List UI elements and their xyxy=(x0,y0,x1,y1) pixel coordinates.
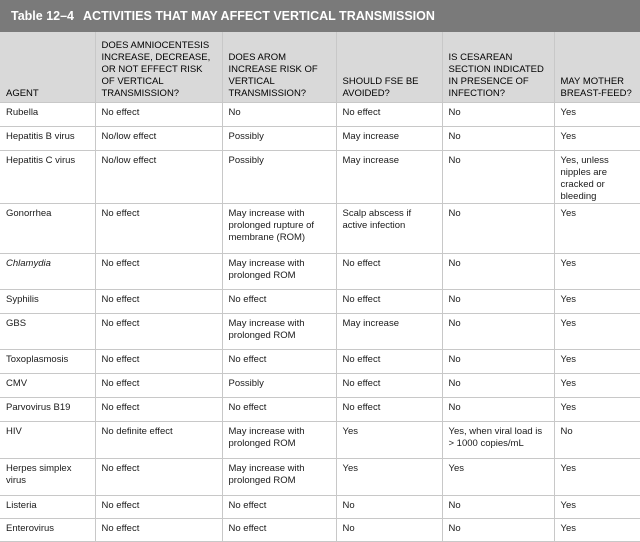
table-row xyxy=(0,458,640,495)
arom-cell: May increase with prolonged ROM xyxy=(222,458,336,495)
fse-cell: Scalp abscess if active infection xyxy=(336,203,442,253)
table-row xyxy=(0,126,640,150)
agent-cell: Parvovirus B19 xyxy=(6,401,71,413)
fse-cell: May increase xyxy=(336,313,442,349)
breastfeed-cell: Yes xyxy=(554,253,640,289)
fse-cell: Yes xyxy=(336,458,442,495)
cesarean-cell: No xyxy=(442,150,554,203)
arom-cell: May increase with prolonged ROM xyxy=(222,421,336,458)
arom-cell: No effect xyxy=(222,495,336,518)
table-row xyxy=(0,495,640,518)
fse-cell: May increase xyxy=(336,126,442,150)
amniocentesis-cell: No effect xyxy=(95,102,222,126)
agent-cell: Listeria xyxy=(6,499,37,511)
arom-cell: No effect xyxy=(222,289,336,313)
breastfeed-cell: Yes xyxy=(554,495,640,518)
agent-cell: Chlamydia xyxy=(6,257,51,269)
table-row xyxy=(0,518,640,541)
breastfeed-cell: Yes xyxy=(554,203,640,253)
table-title: ACTIVITIES THAT MAY AFFECT VERTICAL TRANSMISSION xyxy=(83,9,435,23)
cesarean-cell: No xyxy=(442,373,554,397)
column-header-fse: SHOULD FSE BE AVOIDED? xyxy=(336,32,442,102)
amniocentesis-cell: No definite effect xyxy=(95,421,222,458)
table-number: Table 12–4 xyxy=(11,9,75,23)
agent-cell: HIV xyxy=(6,425,22,437)
breastfeed-cell: Yes xyxy=(554,458,640,495)
breastfeed-cell: Yes xyxy=(554,518,640,541)
agent-cell: Syphilis xyxy=(6,293,39,305)
agent-cell: Herpes simplex virus xyxy=(6,462,72,486)
amniocentesis-cell: No effect xyxy=(95,458,222,495)
transmission-table xyxy=(0,32,640,542)
arom-cell: Possibly xyxy=(222,126,336,150)
cesarean-cell: No xyxy=(442,203,554,253)
table-row xyxy=(0,150,640,203)
breastfeed-cell: No xyxy=(554,421,640,458)
fse-cell: No effect xyxy=(336,373,442,397)
amniocentesis-cell: No/low effect xyxy=(95,150,222,203)
table-row xyxy=(0,349,640,373)
header-row xyxy=(0,32,640,102)
cesarean-cell: Yes, when viral load is > 1000 copies/mL xyxy=(442,421,554,458)
breastfeed-cell: Yes xyxy=(554,397,640,421)
cesarean-cell: Yes xyxy=(442,458,554,495)
fse-cell: No effect xyxy=(336,397,442,421)
agent-cell: Hepatitis C virus xyxy=(6,154,76,166)
fse-cell: Yes xyxy=(336,421,442,458)
cesarean-cell: No xyxy=(442,253,554,289)
agent-cell: Enterovirus xyxy=(6,522,55,534)
cesarean-cell: No xyxy=(442,349,554,373)
agent-cell: Hepatitis B virus xyxy=(6,130,75,142)
table-row xyxy=(0,289,640,313)
cesarean-cell: No xyxy=(442,102,554,126)
agent-cell: Rubella xyxy=(6,106,39,118)
table-container xyxy=(0,32,640,542)
cesarean-cell: No xyxy=(442,495,554,518)
arom-cell: No xyxy=(222,102,336,126)
amniocentesis-cell: No effect xyxy=(95,313,222,349)
cesarean-cell: No xyxy=(442,126,554,150)
cesarean-cell: No xyxy=(442,518,554,541)
fse-cell: No effect xyxy=(336,289,442,313)
breastfeed-cell: Yes xyxy=(554,126,640,150)
table-row xyxy=(0,203,640,253)
fse-cell: May increase xyxy=(336,150,442,203)
breastfeed-cell: Yes xyxy=(554,102,640,126)
agent-cell: CMV xyxy=(6,377,28,389)
breastfeed-cell: Yes xyxy=(554,349,640,373)
breastfeed-cell: Yes xyxy=(554,289,640,313)
table-row xyxy=(0,373,640,397)
amniocentesis-cell: No effect xyxy=(95,203,222,253)
arom-cell: No effect xyxy=(222,349,336,373)
amniocentesis-cell: No effect xyxy=(95,253,222,289)
arom-cell: No effect xyxy=(222,518,336,541)
breastfeed-cell: Yes, unless nipples are cracked or bleeding xyxy=(554,150,640,203)
fse-cell: No effect xyxy=(336,102,442,126)
agent-cell: Gonorrhea xyxy=(6,207,52,219)
table-row xyxy=(0,102,640,126)
amniocentesis-cell: No effect xyxy=(95,349,222,373)
table-row xyxy=(0,397,640,421)
table-row xyxy=(0,313,640,349)
fse-cell: No effect xyxy=(336,349,442,373)
amniocentesis-cell: No/low effect xyxy=(95,126,222,150)
arom-cell: Possibly xyxy=(222,150,336,203)
table-row xyxy=(0,421,640,458)
amniocentesis-cell: No effect xyxy=(95,518,222,541)
arom-cell: May increase with prolonged ROM xyxy=(222,313,336,349)
cesarean-cell: No xyxy=(442,397,554,421)
amniocentesis-cell: No effect xyxy=(95,289,222,313)
breastfeed-cell: Yes xyxy=(554,373,640,397)
cesarean-cell: No xyxy=(442,289,554,313)
arom-cell: May increase with prolonged rupture of membrane (ROM) xyxy=(222,203,336,253)
agent-cell: GBS xyxy=(6,317,27,329)
fse-cell: No xyxy=(336,495,442,518)
cesarean-cell: No xyxy=(442,313,554,349)
agent-cell: Toxoplasmosis xyxy=(6,353,69,365)
table-row xyxy=(0,253,640,289)
amniocentesis-cell: No effect xyxy=(95,495,222,518)
fse-cell: No effect xyxy=(336,253,442,289)
column-header-amniocentesis: DOES AMNIOCENTESIS INCREASE, DECREASE, OR NOT EFFECT RISK OF VERTICAL TRANSMISSION? xyxy=(95,32,222,102)
fse-cell: No xyxy=(336,518,442,541)
column-header-cesarean: IS CESAREAN SECTION INDICATED IN PRESENCE OF INFECTION? xyxy=(442,32,554,102)
breastfeed-cell: Yes xyxy=(554,313,640,349)
column-header-arom: DOES AROM INCREASE RISK OF VERTICAL TRANSMISSION? xyxy=(222,32,336,102)
table-title-bar xyxy=(0,0,640,32)
arom-cell: May increase with prolonged ROM xyxy=(222,253,336,289)
arom-cell: Possibly xyxy=(222,373,336,397)
column-header-breastfeed: MAY MOTHER BREAST-FEED? xyxy=(554,32,640,102)
amniocentesis-cell: No effect xyxy=(95,373,222,397)
arom-cell: No effect xyxy=(222,397,336,421)
column-header-agent: AGENT xyxy=(0,32,95,102)
amniocentesis-cell: No effect xyxy=(95,397,222,421)
